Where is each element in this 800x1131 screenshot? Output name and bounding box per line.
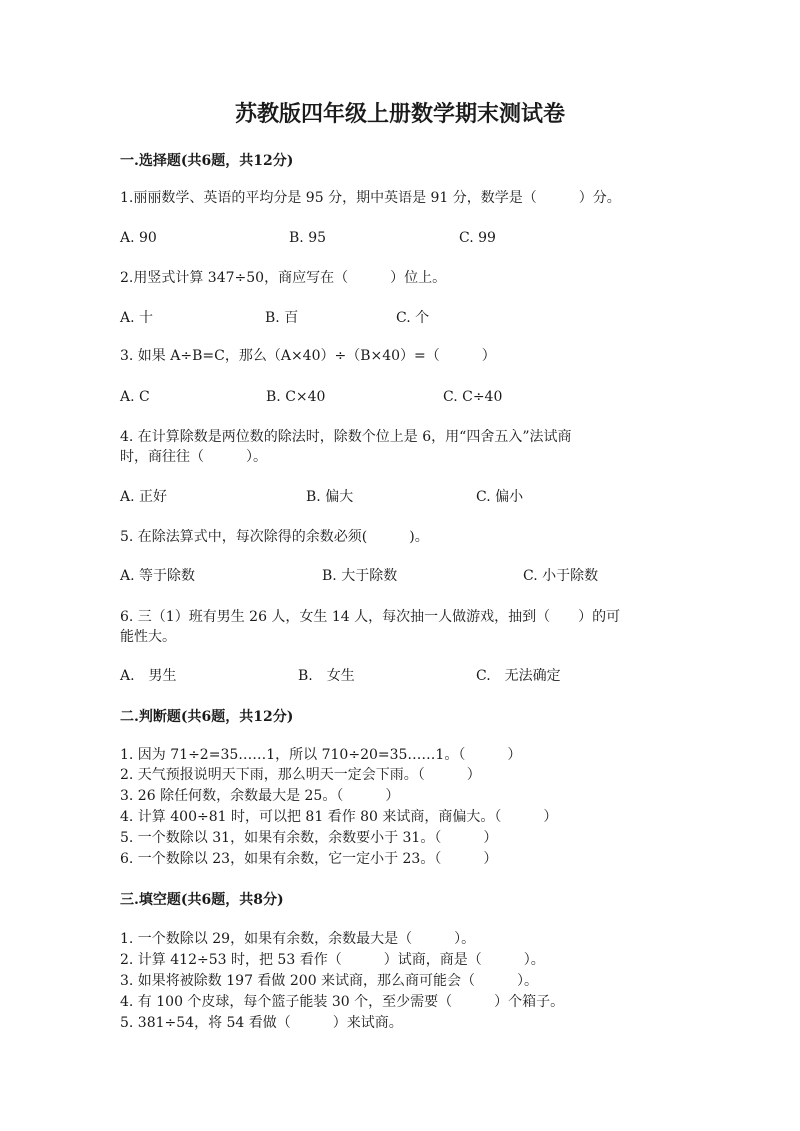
choice-question-6: 6. 三（1）班有男生 26 人，女生 14 人，每次抽一人做游戏，抽到（ ）的可 xyxy=(120,609,621,625)
choice-option: A. 十 xyxy=(120,310,154,326)
choice-option: A. 正好 xyxy=(120,489,168,505)
section-heading-judgement: 二.判断题(共6题，共12分) xyxy=(120,709,294,725)
choice-option: B. 百 xyxy=(265,310,299,326)
section-heading-choice: 一.选择题(共6题，共12分) xyxy=(120,153,294,169)
section-heading-fill-blank: 三.填空题(共6题，共8分) xyxy=(120,892,284,908)
judgement-item-6: 6. 一个数除以 23，如果有余数，它一定小于 23。（ ） xyxy=(120,851,498,867)
choice-question-4: 4. 在计算除数是两位数的除法时，除数个位上是 6，用“四舍五入”法试商 xyxy=(120,429,572,445)
choice-option: C. C÷40 xyxy=(443,389,503,405)
fill-blank-item-5: 5. 381÷54，将 54 看做（ ）来试商。 xyxy=(120,1015,403,1031)
choice-option: B. 女生 xyxy=(298,668,355,684)
judgement-item-3: 3. 26 除任何数，余数最大是 25。（ ） xyxy=(120,788,400,804)
judgement-item-5: 5. 一个数除以 31，如果有余数，余数要小于 31。（ ） xyxy=(120,830,498,846)
choice-question-6-cont: 能性大。 xyxy=(120,629,176,645)
choice-option: B. C×40 xyxy=(266,389,326,405)
choice-option: A. 等于除数 xyxy=(120,568,196,584)
choice-option: C. 无法确定 xyxy=(476,668,561,684)
judgement-item-2: 2. 天气预报说明天下雨，那么明天一定会下雨。（ ） xyxy=(120,767,481,783)
judgement-item-4: 4. 计算 400÷81 时，可以把 81 看作 80 来试商，商偏大。（ ） xyxy=(120,809,558,825)
choice-option: B. 95 xyxy=(289,230,327,246)
choice-option: C. 个 xyxy=(396,310,430,326)
choice-option: A. 90 xyxy=(120,230,157,246)
choice-option: C. 99 xyxy=(459,230,496,246)
choice-question-4-cont: 时，商往往（ ）。 xyxy=(120,449,267,465)
choice-option: C. 小于除数 xyxy=(523,568,599,584)
choice-option: A. C xyxy=(120,389,150,405)
page-title: 苏教版四年级上册数学期末测试卷 xyxy=(234,101,565,127)
judgement-item-1: 1. 因为 71÷2=35……1，所以 710÷20=35……1。（ ） xyxy=(120,747,522,763)
fill-blank-item-3: 3. 如果将被除数 197 看做 200 来试商，那么商可能会（ ）。 xyxy=(120,973,539,989)
choice-option: B. 偏大 xyxy=(306,489,354,505)
choice-option: C. 偏小 xyxy=(476,489,524,505)
fill-blank-item-1: 1. 一个数除以 29，如果有余数，余数最大是（ ）。 xyxy=(120,931,476,947)
fill-blank-item-2: 2. 计算 412÷53 时，把 53 看作（ ）试商，商是（ ）。 xyxy=(120,952,545,968)
choice-option: B. 大于除数 xyxy=(322,568,398,584)
choice-option: A. 男生 xyxy=(120,668,177,684)
fill-blank-item-4: 4. 有 100 个皮球，每个篮子能装 30 个，至少需要（ ）个箱子。 xyxy=(120,994,565,1010)
choice-question-2: 2.用竖式计算 347÷50，商应写在（ ）位上。 xyxy=(120,270,447,286)
choice-question-3: 3. 如果 A÷B=C，那么（A×40）÷（B×40）=（ ） xyxy=(120,348,496,364)
choice-question-5: 5. 在除法算式中，每次除得的余数必须( )。 xyxy=(120,529,429,545)
choice-question-1: 1.丽丽数学、英语的平均分是 95 分，期中英语是 91 分，数学是（ ）分。 xyxy=(120,190,621,206)
